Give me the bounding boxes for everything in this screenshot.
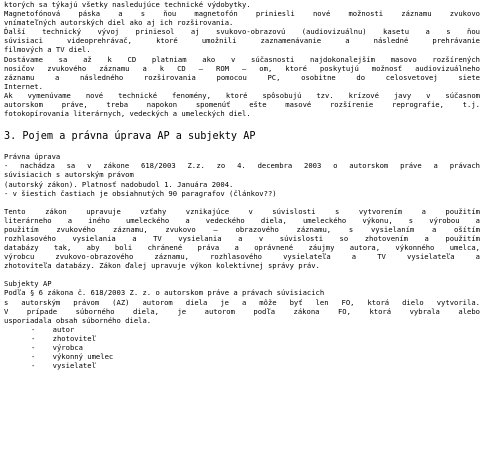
list-item: - výrobca: [31, 343, 83, 352]
list-item: - zhotoviteľ: [31, 333, 96, 343]
intro-paragraph: [4, 0, 480, 118]
text-line: zhotoviteľa databázy. Zákon ďalej upravuje výkon kolektívnej správy práv.: [4, 261, 320, 271]
text-line: Ak vymenúvame nové technické fenomény, ktoré spôsobujú tzv. krízové javy v súčasnom: [4, 90, 480, 100]
text-line: databázy tak, aby boli chránené práva a oprávnené záujmy autora, výkonného umelca,: [4, 243, 480, 253]
subsection-title: Subjekty AP: [4, 279, 52, 289]
text-line: - v šiestich častiach je obsiahnutých 90 paragrafov (článkov??): [4, 188, 277, 198]
text-line: Ďalší technický vývoj priniesol aj svukovo-obrazovú (audiovizuálnu) kasetu a s ňou: [4, 27, 480, 37]
text-line: výrobcu zvukovo-obrazového záznamu, rozhlasového vysielateľa a TV vysielateľa a: [4, 252, 480, 262]
text-line: Podľa § 6 zákona č. 618/2003 Z. z. o autorskom práve a právach súvisiacich: [4, 288, 325, 298]
list-item: - vysielateľ: [31, 361, 96, 371]
text-line: s autorským právom (AZ) autorom diela je a môže byť len FO, ktorá dielo vytvorila.: [4, 297, 480, 307]
text-line: V prípade súborného diela, je autorom podľa zákona FO, ktorá vybrala alebo: [4, 306, 480, 316]
list-item-label: výrobca: [52, 343, 83, 352]
list-item-label: vysielateľ: [52, 361, 96, 371]
body-paragraph: [4, 207, 480, 271]
pravna-uprava-block: [4, 152, 480, 197]
text-line: Tento zákon upravuje vzťahy vznikajúce v súvislosti s vytvorením a použitím: [4, 206, 480, 216]
text-line: literárneho a iného umeleckého a vedeckého diela, umeleckého výkonu, s výrobou a: [4, 215, 480, 225]
text-line: súvisiacich s autorským právom: [4, 170, 134, 180]
text-line: (autorský zákon). Platnosť nadobudol 1. Januára 2004.: [4, 179, 234, 189]
list-item-label: zhotoviteľ: [52, 333, 96, 343]
text-line: nosičov zvukového záznamu a k CD – ROM – om, ktoré poskytujú možnosť audiovizuálneho: [4, 63, 480, 73]
text-line: autorskom práve, treba napokon spomenúť ešte masové rozšírenie reprografie, t.j.: [4, 100, 480, 110]
list-item-label: výkonný umelec: [52, 352, 114, 362]
text-line: filmových a TV diel.: [4, 45, 91, 55]
text-line: fotokopírovania literárnych, vedeckých a umeleckých diel.: [4, 109, 251, 119]
list-item: - autor: [31, 324, 75, 334]
subsection-title: Právna úprava: [4, 152, 61, 162]
text-line: rozhlasového vysielania a TV vysielania a v súvislosti so zhotovením a použitím: [4, 233, 480, 243]
text-line: ktorých sa týkajú všetky nasledujúce technické výdobytky.: [4, 0, 251, 9]
list-item-label: autor: [52, 324, 75, 334]
text-line: použitím zvukového záznamu, zvukovo – obrazového záznamu, s vysielaním a ošítím: [4, 224, 480, 234]
text-line: - nachádza sa v zákone 618/2003 Z.z. zo 4. decembra 2003 o autorskom práve a právach: [4, 161, 480, 171]
subjekty-block: [4, 279, 480, 370]
text-line: súvisiaci videoprehrávač, ktoré umožnili zaznamenávanie a následné prehrávanie: [4, 36, 480, 46]
subjects-list: [31, 325, 480, 370]
text-line: usporiadala obsah súborného diela.: [4, 315, 152, 325]
section-heading: 3. Pojem a právna úprava AP a subjekty AP: [4, 131, 256, 143]
list-item: - výkonný umelec: [31, 352, 114, 362]
text-line: Magnetofónová páska a s ňou magnetofón priniesli nové možnosti záznamu zvukovo: [4, 9, 480, 19]
document-page: [4, 0, 480, 370]
text-line: vnímateľných autorských diel ako aj ich rozširovania.: [4, 18, 234, 28]
text-line: záznamu a následného rozširovania pomocou PC, osobitne do celosvetovej siete: [4, 72, 480, 82]
text-line: Internet.: [4, 81, 43, 91]
text-line: Dostávame sa až k CD platniam ako v súčasnosti najdokonalejším masovo rozšírených: [4, 54, 480, 64]
